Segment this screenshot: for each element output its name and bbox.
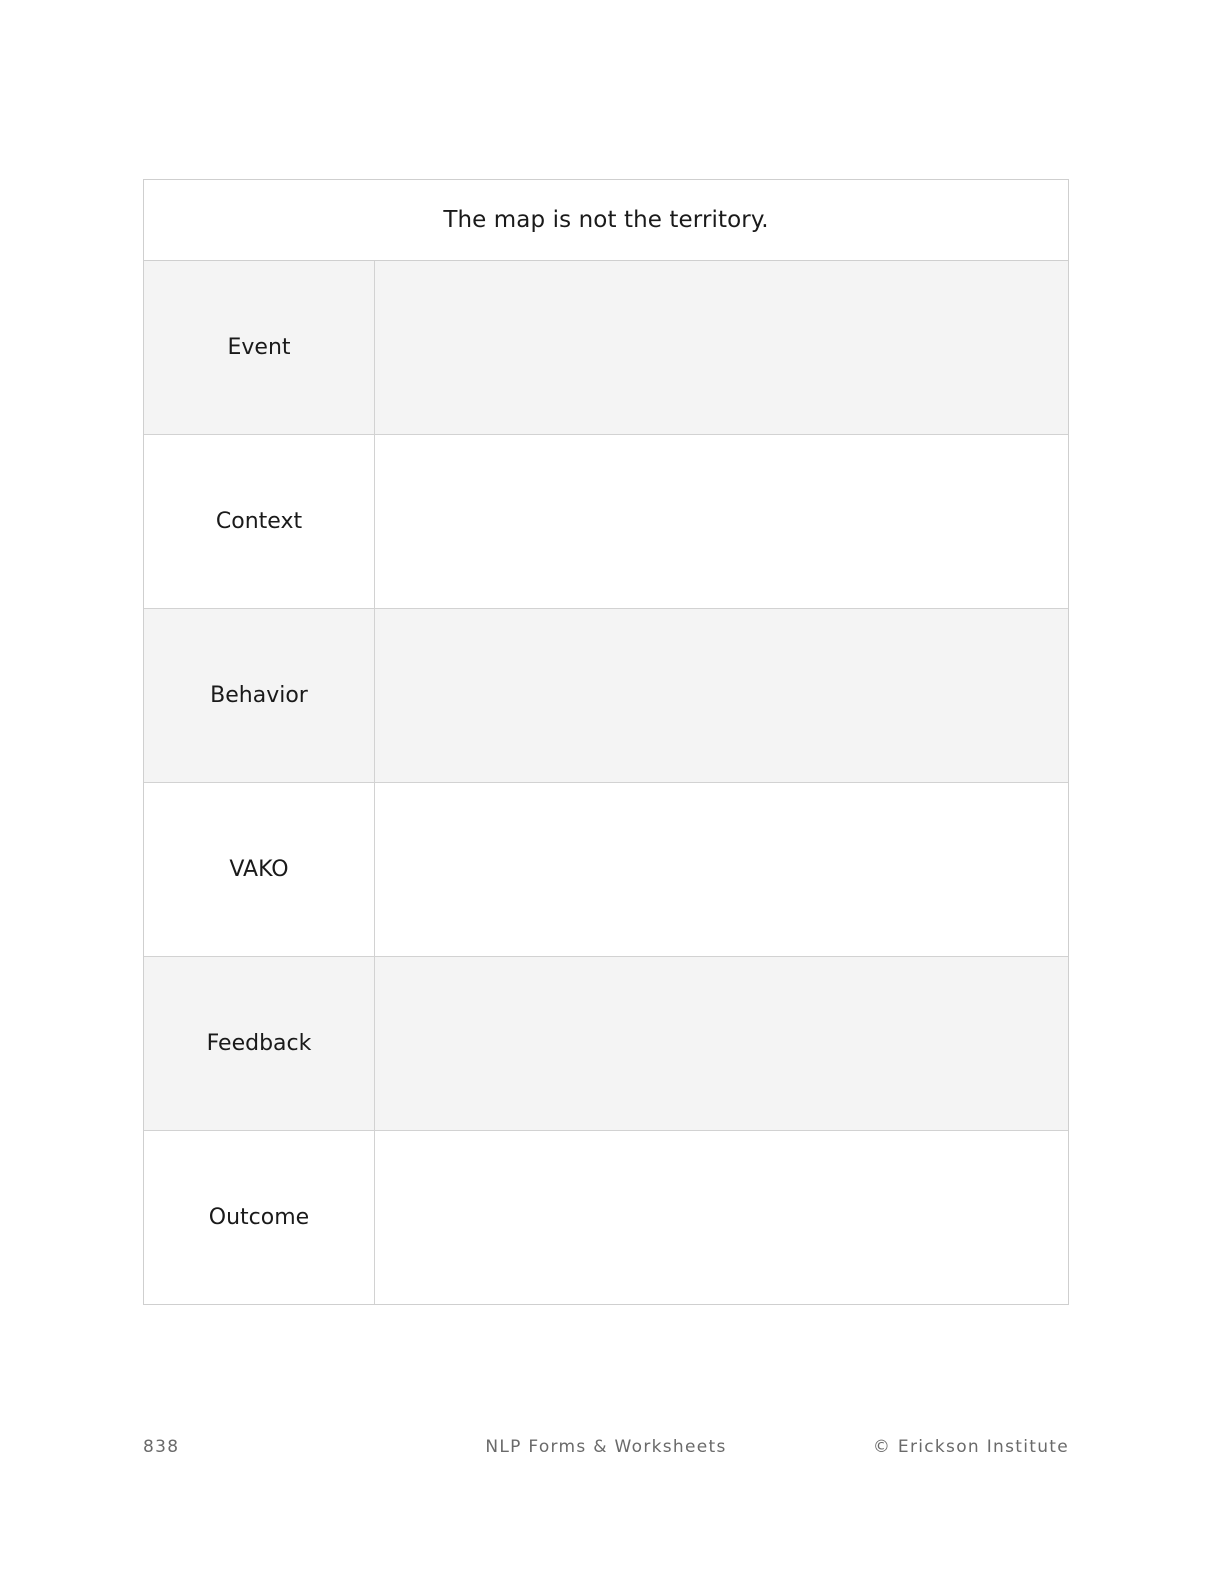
row-label: Feedback: [144, 957, 375, 1130]
table-row-outcome: [144, 1131, 1068, 1304]
outcome-field[interactable]: [375, 1131, 1068, 1304]
context-field[interactable]: [375, 435, 1068, 608]
behavior-field[interactable]: [375, 609, 1068, 782]
table-row-vako: [144, 783, 1068, 957]
page-footer: [143, 1437, 1069, 1461]
row-label: Event: [144, 261, 375, 434]
worksheet-title: The map is not the territory.: [144, 180, 1068, 261]
worksheet-table: [143, 179, 1069, 1305]
row-label: Context: [144, 435, 375, 608]
copyright: © Erickson Institute: [872, 1437, 1069, 1457]
feedback-field[interactable]: [375, 957, 1068, 1130]
vako-field[interactable]: [375, 783, 1068, 956]
row-label: Outcome: [144, 1131, 375, 1304]
table-row-event: [144, 261, 1068, 435]
table-row-behavior: [144, 609, 1068, 783]
table-row-feedback: [144, 957, 1068, 1131]
book-title: NLP Forms & Worksheets: [485, 1437, 727, 1457]
page-number: 838: [143, 1437, 180, 1457]
row-label: VAKO: [144, 783, 375, 956]
table-row-context: [144, 435, 1068, 609]
event-field[interactable]: [375, 261, 1068, 434]
row-label: Behavior: [144, 609, 375, 782]
